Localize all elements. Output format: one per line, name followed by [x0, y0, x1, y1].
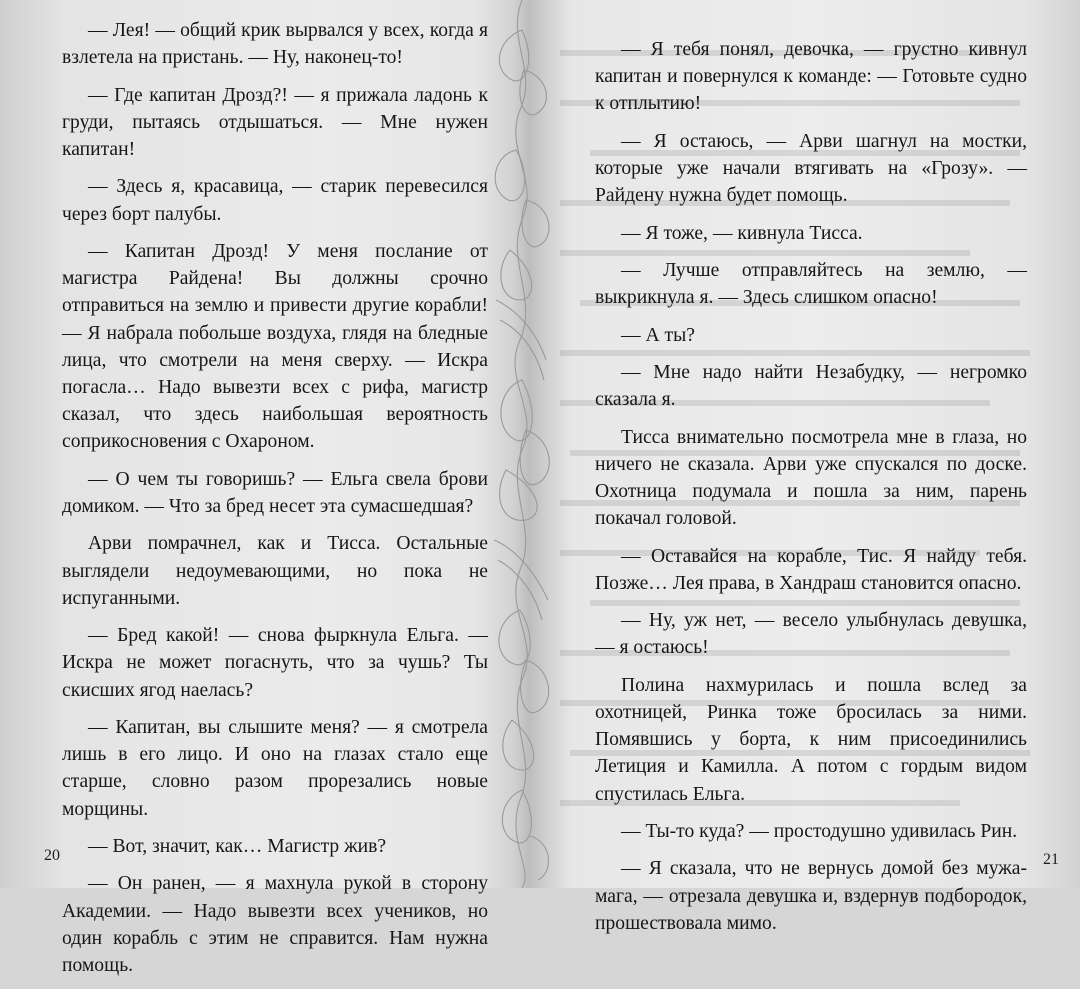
paragraph: — Лея! — общий крик вырвался у всех, когда я взлетела на пристань. — Ну, наконец-то!: [62, 20, 488, 69]
paragraph: — Капитан, вы слышите меня? — я смотрела лишь в его лицо. И оно на глазах стало еще старше, словно разом прорезались новые морщины.: [62, 716, 488, 820]
paragraph: — Я сказала, что не вернусь домой без мужа-мага, — отрезала девушка и, вздернув подбородок, прошествовала мимо.: [595, 858, 1027, 934]
paragraph: Тисса внимательно посмотрела мне в глаза, но ничего не сказала. Арви уже спускался по доске. Охотница подумала и пошла за ним, парень покачал головой.: [595, 426, 1027, 530]
paragraph: — Оставайся на корабле, Тис. Я найду тебя. Позже… Лея права, в Хандраш становится опасно.: [595, 545, 1027, 594]
page-number-left: 20: [44, 847, 60, 864]
paragraph: — Бред какой! — снова фыркнула Ельга. — Искра не может погаснуть, что за чушь? Ты скисших ягод наелась?: [62, 625, 488, 701]
paragraph: — Капитан Дрозд! У меня послание от магистра Райдена! Вы должны срочно отправиться на землю и привести другие корабли! — Я набрала побольше воздуха, глядя на бледные лица, что смотрели на меня сверху. — Искра погасла… Надо вывезти всех с рифа, магистр сказал, что здесь наибольшая вероятность соприкосновения с Охароном.: [62, 240, 488, 453]
paragraph: — Вот, значит, как… Магистр жив?: [88, 835, 387, 857]
right-page-text: [595, 36, 1027, 947]
paragraph: — Он ранен, — я махнула рукой в сторону Академии. — Надо вывезти всех учеников, но один корабль с этим не справится. Нам нужна помощь.: [62, 873, 488, 976]
paragraph: — О чем ты говоришь? — Ельга свела брови домиком. — Что за бред несет эта сумасшедшая?: [62, 468, 488, 517]
paragraph: — Где капитан Дрозд?! — я прижала ладонь к груди, пытаясь отдышаться. — Мне нужен капитан!: [62, 84, 488, 160]
paragraph: — Лучше отправляйтесь на землю, — выкрикнула я. — Здесь слишком опасно!: [595, 259, 1027, 309]
paragraph: — Ну, уж нет, — весело улыбнулась девушка, — я остаюсь!: [595, 610, 1027, 659]
right-page: [545, 0, 1080, 934]
left-page: [0, 0, 505, 976]
paragraph: — Ты-то куда? — простодушно удивилась Рин.: [621, 820, 1018, 842]
paragraph: — Я остаюсь, — Арви шагнул на мостки, которые уже начали втягивать на «Грозу». — Райдену нужна будет помощь.: [595, 130, 1027, 207]
paragraph: — Мне надо найти Незабудку, — негромко сказала я.: [595, 361, 1027, 411]
left-page-text: [62, 17, 488, 989]
paragraph: Арви помрачнел, как и Тисса. Остальные выглядели недоумевающими, но пока не испуганными.: [62, 533, 488, 609]
paragraph: — Я тоже, — кивнула Тисса.: [621, 222, 863, 244]
paragraph: — Здесь я, красавица, — старик перевесился через борт палубы.: [62, 176, 488, 225]
paragraph: — Я тебя понял, девочка, — грустно кивнул капитан и повернулся к команде: — Готовьте судно к отплытию!: [595, 39, 1027, 115]
paragraph: — А ты?: [621, 324, 695, 346]
page-number-right: 21: [1043, 851, 1059, 868]
paragraph: Полина нахмурилась и пошла вслед за охотницей, Ринка тоже бросилась за ними. Помявшись у борта, к ним присоединились Летиция и Камилла. А потом с гордым видом спустилась Ельга.: [595, 674, 1027, 805]
